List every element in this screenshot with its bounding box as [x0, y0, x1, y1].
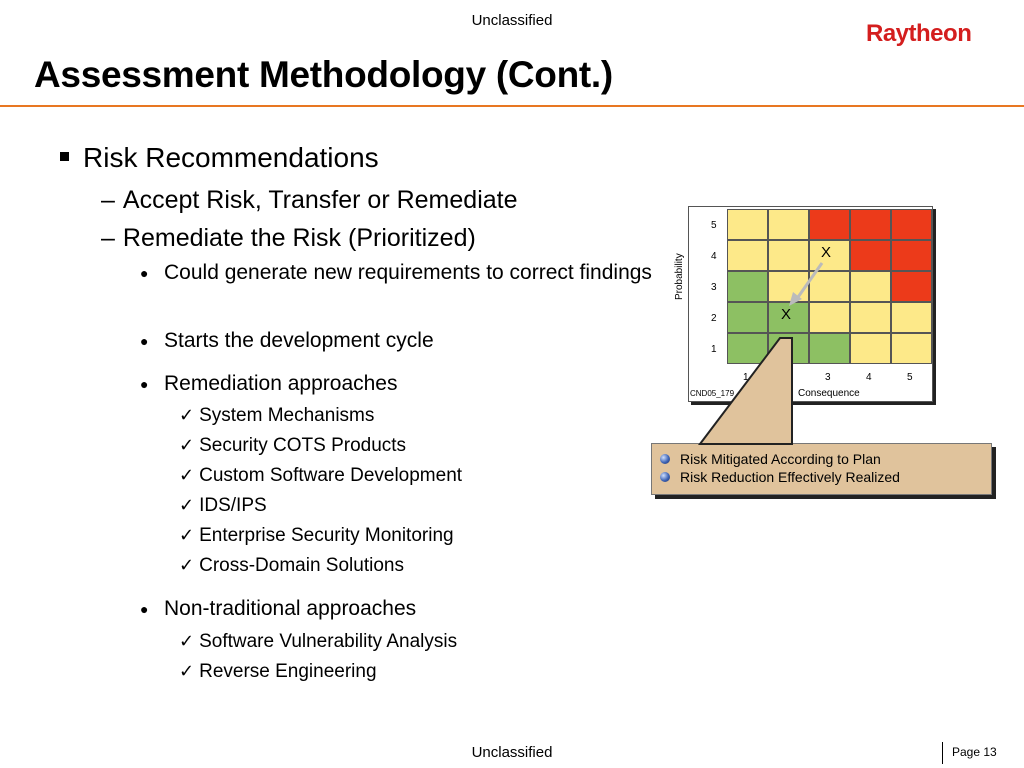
checkmark-icon: ✓	[179, 435, 195, 455]
dot-bullet-icon: ●	[140, 333, 149, 349]
dash-bullet-icon: –	[101, 186, 115, 214]
check-item-text: Reverse Engineering	[199, 661, 377, 682]
callout-pointer-shape	[700, 338, 792, 444]
bullet-text: Remediate the Risk (Prioritized)	[122, 224, 476, 252]
y-tick: 5	[711, 220, 717, 231]
x-tick: 4	[866, 372, 872, 383]
checkmark-icon: ✓	[179, 525, 195, 545]
check-item-text: System Mechanisms	[199, 405, 375, 426]
consequence-axis-label: Consequence	[798, 388, 860, 399]
checkmark-icon: ✓	[179, 405, 195, 425]
footer-divider	[942, 742, 943, 764]
x-tick: 5	[907, 372, 913, 383]
check-item-text: Enterprise Security Monitoring	[199, 525, 454, 546]
bullet-text: Could generate new requirements to correct findings	[164, 261, 652, 284]
callout-item-text: Risk Reduction Effectively Realized	[680, 469, 900, 485]
bullet-text: Risk Recommendations	[83, 142, 379, 173]
current-risk-marker: X	[821, 244, 832, 261]
classification-header: Unclassified	[471, 12, 553, 29]
blue-bullet-icon	[660, 454, 670, 464]
x-tick: 3	[825, 372, 831, 383]
y-tick: 2	[711, 313, 717, 324]
check-item-text: Cross-Domain Solutions	[199, 555, 404, 576]
callout-item	[660, 451, 881, 467]
classification-footer: Unclassified	[471, 744, 553, 761]
bullet-text: Accept Risk, Transfer or Remediate	[122, 186, 518, 214]
check-item-text: Custom Software Development	[199, 465, 463, 486]
dash-bullet-icon: –	[101, 224, 115, 252]
checkmark-icon: ✓	[179, 555, 195, 575]
checkmark-icon: ✓	[179, 661, 195, 681]
checkmark-icon: ✓	[179, 631, 195, 651]
checkmark-icon: ✓	[179, 465, 195, 485]
raytheon-logo: Raytheon	[866, 20, 972, 47]
page-number: Page 13	[952, 745, 997, 759]
bullet-text: Non-traditional approaches	[164, 597, 417, 620]
bullet-text: Remediation approaches	[164, 372, 398, 395]
callout-item-text: Risk Mitigated According to Plan	[680, 451, 881, 467]
checkmark-icon: ✓	[179, 495, 195, 515]
slide-title: Assessment Methodology (Cont.)	[34, 54, 613, 95]
mitigation-arrow-line	[796, 263, 822, 300]
dot-bullet-icon: ●	[140, 376, 149, 392]
mitigated-risk-marker: X	[781, 306, 792, 323]
callout-item	[660, 469, 900, 485]
figure-code-label: CND05_179	[690, 389, 735, 398]
x-tick: 1	[743, 372, 749, 383]
check-item-text: Software Vulnerability Analysis	[199, 631, 458, 652]
probability-axis-label: Probability	[674, 253, 685, 300]
blue-bullet-icon	[660, 472, 670, 482]
check-item-text: IDS/IPS	[199, 495, 267, 516]
y-tick: 4	[711, 251, 717, 262]
y-tick: 3	[711, 282, 717, 293]
dot-bullet-icon: ●	[140, 601, 149, 617]
dot-bullet-icon: ●	[140, 265, 149, 281]
y-tick: 1	[711, 344, 717, 355]
check-item-text: Security COTS Products	[199, 435, 407, 456]
bullet-text: Starts the development cycle	[164, 329, 434, 352]
